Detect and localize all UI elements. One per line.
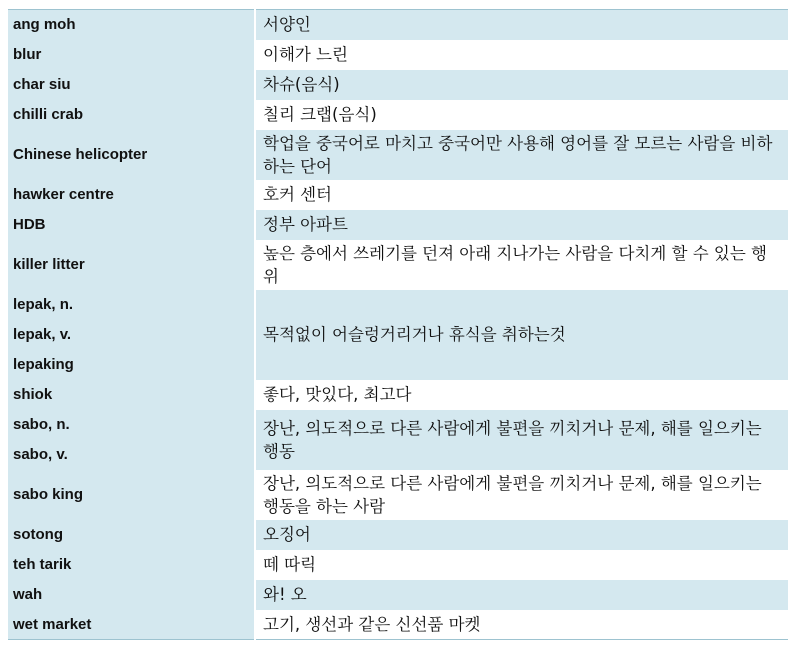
term-cell: wah xyxy=(8,580,255,610)
table-row xyxy=(8,610,788,640)
definition-cell: 오징어 xyxy=(255,520,788,550)
table-row xyxy=(8,180,788,210)
term-cell: sotong xyxy=(8,520,255,550)
table-row xyxy=(8,210,788,240)
definition-cell: 좋다, 맛있다, 최고다 xyxy=(255,380,788,410)
term-cell: Chinese helicopter xyxy=(8,130,255,180)
term-cell: HDB xyxy=(8,210,255,240)
table-row xyxy=(8,290,788,320)
term-cell: lepak, n. xyxy=(8,290,255,320)
table-row xyxy=(8,10,788,40)
glossary-table xyxy=(8,9,788,640)
table-row xyxy=(8,550,788,580)
definition-cell: 고기, 생선과 같은 신선품 마켓 xyxy=(255,610,788,640)
table-row xyxy=(8,130,788,180)
table-row xyxy=(8,410,788,440)
definition-cell: 칠리 크랩(음식) xyxy=(255,100,788,130)
definition-cell: 정부 아파트 xyxy=(255,210,788,240)
definition-cell: 학업을 중국어로 마치고 중국어만 사용해 영어를 잘 모르는 사람을 비하하는 단어 xyxy=(255,130,788,180)
table-row xyxy=(8,100,788,130)
definition-cell: 호커 센터 xyxy=(255,180,788,210)
term-cell: sabo king xyxy=(8,470,255,520)
term-cell: ang moh xyxy=(8,10,255,40)
table-row xyxy=(8,580,788,610)
definition-cell: 장난, 의도적으로 다른 사람에게 불편을 끼치거나 문제, 해를 일으키는 행동을 하는 사람 xyxy=(255,470,788,520)
term-cell: teh tarik xyxy=(8,550,255,580)
definition-cell: 높은 층에서 쓰레기를 던져 아래 지나가는 사람을 다치게 할 수 있는 행위 xyxy=(255,240,788,290)
table-row xyxy=(8,380,788,410)
term-cell: shiok xyxy=(8,380,255,410)
definition-cell: 목적없이 어슬렁거리거나 휴식을 취하는것 xyxy=(255,290,788,380)
table-row xyxy=(8,470,788,520)
term-cell: hawker centre xyxy=(8,180,255,210)
definition-cell: 서양인 xyxy=(255,10,788,40)
table-row xyxy=(8,40,788,70)
term-cell: chilli crab xyxy=(8,100,255,130)
table-row xyxy=(8,70,788,100)
term-cell: sabo, n. xyxy=(8,410,255,440)
definition-cell: 떼 따릭 xyxy=(255,550,788,580)
definition-cell: 이해가 느린 xyxy=(255,40,788,70)
term-cell: blur xyxy=(8,40,255,70)
term-cell: wet market xyxy=(8,610,255,640)
term-cell: lepak, v. xyxy=(8,320,255,350)
definition-cell: 와! 오 xyxy=(255,580,788,610)
term-cell: killer litter xyxy=(8,240,255,290)
term-cell: char siu xyxy=(8,70,255,100)
table-row xyxy=(8,240,788,290)
term-cell: sabo, v. xyxy=(8,440,255,470)
definition-cell: 차슈(음식) xyxy=(255,70,788,100)
term-cell: lepaking xyxy=(8,350,255,380)
definition-cell: 장난, 의도적으로 다른 사람에게 불편을 끼치거나 문제, 해를 일으키는 행동 xyxy=(255,410,788,470)
table-row xyxy=(8,520,788,550)
